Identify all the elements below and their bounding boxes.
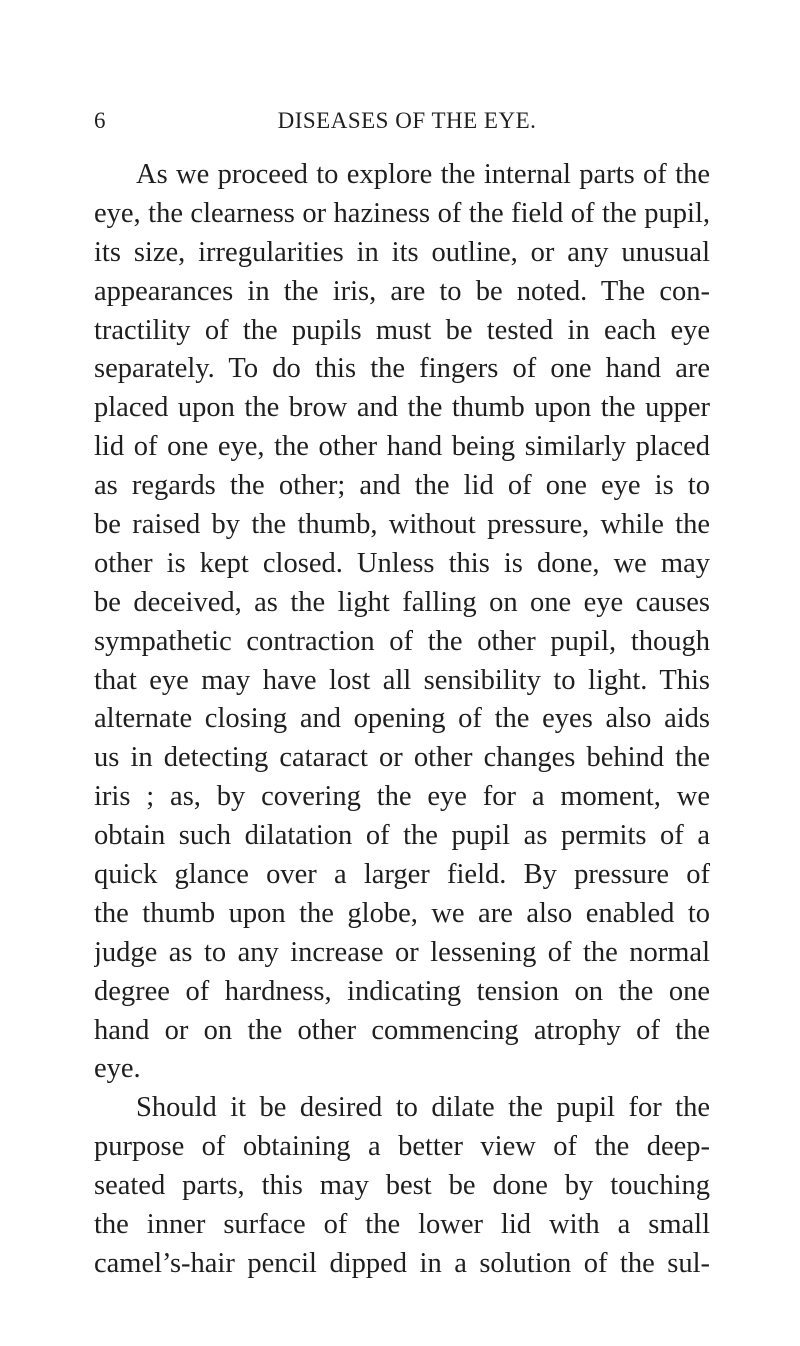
text-line: be raised by the thumb, without pressure, while the — [94, 509, 710, 541]
paragraph-1 — [94, 156, 710, 1089]
text-line: the inner surface of the lower lid with a small — [94, 1209, 710, 1241]
text-line: iris ; as, by covering the eye for a moment, we — [94, 781, 710, 813]
text-line: tractility of the pupils must be tested in each eye — [94, 314, 710, 346]
text-line: degree of hardness, indicating tension on the one — [94, 975, 710, 1007]
text-line: that eye may have lost all sensibility to light. This — [94, 664, 710, 696]
text-line: lid of one eye, the other hand being similarly placed — [94, 431, 710, 463]
text-line: eye. — [94, 1053, 141, 1085]
text-line: purpose of obtaining a better view of the deep- — [94, 1131, 710, 1163]
text-line: be deceived, as the light falling on one eye causes — [94, 586, 710, 618]
running-title: DISEASES OF THE EYE. — [277, 108, 537, 133]
text-line: placed upon the brow and the thumb upon the upper — [94, 392, 710, 424]
running-head — [94, 108, 710, 138]
body-text — [94, 156, 710, 1284]
text-line: alternate closing and opening of the eyes also aids — [94, 703, 710, 735]
text-line: judge as to any increase or lessening of the normal — [94, 936, 710, 968]
text-line: As we proceed to explore the internal parts of the — [136, 159, 710, 190]
text-line: us in detecting cataract or other changes behind the — [94, 742, 710, 774]
text-line: the thumb upon the globe, we are also enabled to — [94, 897, 710, 929]
text-line: hand or on the other commencing atrophy of the — [94, 1014, 710, 1046]
text-line: obtain such dilatation of the pupil as permits of a — [94, 820, 710, 852]
text-line: separately. To do this the fingers of one hand are — [94, 353, 710, 385]
paragraph-2 — [94, 1089, 710, 1283]
text-line: Should it be desired to dilate the pupil for the — [136, 1092, 710, 1124]
text-line: eye, the clearness or haziness of the field of the pupil, — [94, 197, 710, 229]
text-line: seated parts, this may best be done by touching — [94, 1170, 710, 1202]
text-line: appearances in the iris, are to be noted. The con- — [94, 275, 710, 307]
text-line: camel’s-hair pencil dipped in a solution of the sul- — [94, 1247, 710, 1279]
text-line: quick glance over a larger field. By pressure of — [94, 859, 710, 891]
text-line: as regards the other; and the lid of one eye is to — [94, 470, 710, 502]
text-line: its size, irregularities in its outline, or any unusual — [94, 236, 710, 268]
text-line: other is kept closed. Unless this is done, we may — [94, 547, 710, 579]
text-line: sympathetic contraction of the other pupil, though — [94, 625, 710, 657]
page-number: 6 — [94, 108, 106, 133]
